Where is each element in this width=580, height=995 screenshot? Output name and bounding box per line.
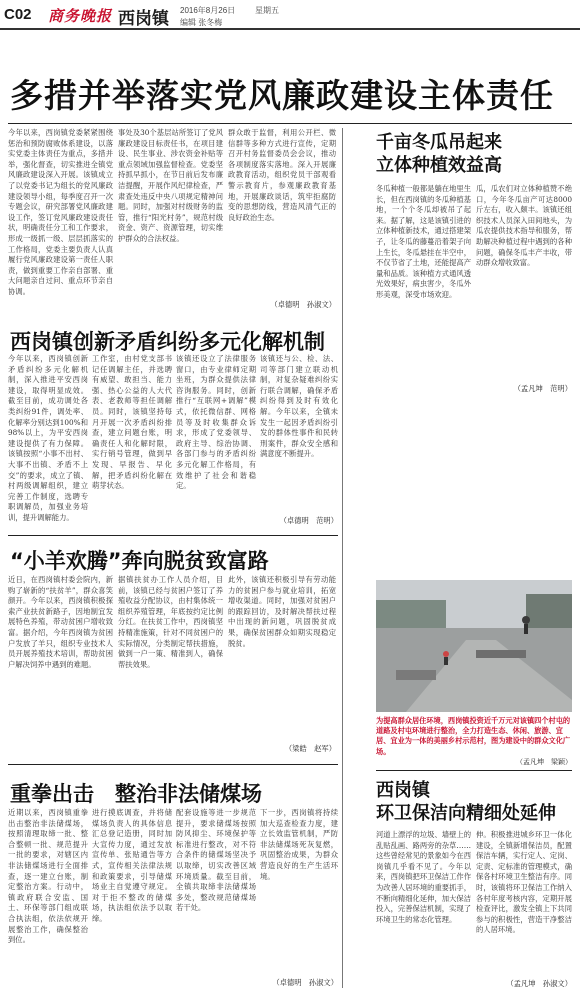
article2-col4: 该镇还与公、检、法、司等部门建立联动机制，对复杂疑难纠纷实行联合调解，确保矛盾纠纷得到及时有效化解。今年以来，全镇未发生一起因矛盾纠纷引发的群体性事件和民转刑案件，群众安全感和满意度不断提升。	[260, 354, 338, 459]
article6-title-line2: 环卫保洁向精细处延伸	[376, 803, 556, 824]
article5-col2: 瓜，瓜农们对立体种植赞不绝口，今年冬瓜亩产可达8000斤左右，收入颇丰。该镇还组织技术人员深入田间地头，为瓜农提供技术指导和服务，帮助解决种植过程中遇到的各种问题，确保冬瓜丰产丰收，带动群众增收致富。	[476, 184, 572, 268]
article4-signature: （卓德明 孙淑文）	[272, 978, 338, 987]
article3-col3: 此外，该镇还积极引导有劳动能力的贫困户参与就业培训，拓宽增收渠道。同时，加强对贫困户的跟踪回访，及时解决帮扶过程中出现的新问题，巩固脱贫成果，确保贫困群众如期实现稳定脱贫。	[228, 575, 336, 648]
divider	[8, 535, 338, 536]
section-name: 西岗镇	[118, 9, 169, 29]
article3-col2: 据镇扶贫办工作人员介绍，目前，该镇已经与贫困户签订了养殖收益分配协议，由村集体统一组织养殖管理，年底按约定比例分红。在扶贫工作中，西岗镇坚持精准施策，针对不同贫困户的实际情况，分类制定帮扶措施，做到一户一策、精准到人，确保帮扶效果。	[118, 575, 223, 669]
issue-date: 2016年8月26日	[180, 6, 236, 15]
article4-col1: 近期以来，西岗镇重拳出击整治非法储煤场，按照清理取缔一批、整合整顿一批、规范提升一批的要求，对辖区内非法储煤场进行全面排查，逐一建立台账，制定整治方案。行动中，镇政府联合安监、国土、环保等部门组成联合执法组，依法依规开展整治工作，确保整治到位。	[8, 808, 88, 945]
article4-title: 重拳出击 整治非法储煤场	[10, 782, 262, 806]
plaza-construction-photo-icon	[376, 580, 572, 712]
article2-col2: 工作室，由村党支部书记任调解主任，并选聘有威望、敢担当、能力强、热心公益的人大代表、老教师等担任调解员。同时，该镇坚持每月开展一次矛盾纠纷排查，建立问题台账，明确责任人和化解时限，实行销号管理，做到早发现、早报告、早化解，把矛盾纠纷化解在萌芽状态。	[92, 354, 172, 491]
article1-col2: 事处及30个基层站所签订了党风廉政建设目标责任书，在项目建设、民生事业、涉农资金补贴等重点领域加强监督检查。党委坚持抓早抓小，在节日前后发布廉洁提醒，开展作风纪律检查，严肃查处违反中央八项规定精神问题。同时，加强对村级财务的监管，推行“阳光村务”，规范村级资金、资产、资源管理，切实维护群众的合法权益。	[118, 128, 223, 243]
article5-col1: 冬瓜种植一般都是躺在地里生长，但在西岗镇的冬瓜种植基地，一个个冬瓜却被吊了起来。据了解，这是该镇引进的立体种植新技术，通过搭建架子，让冬瓜的藤蔓沿着架子向上生长，冬瓜悬挂在半空中，不仅节省了土地，还能提高产量和品质。该种植方式通风透光效果好，病虫害少，冬瓜外形美观，深受市场欢迎。	[376, 184, 471, 299]
article3-title: “小羊欢腾”奔向脱贫致富路	[10, 549, 269, 573]
column-divider	[342, 128, 343, 988]
divider	[8, 764, 338, 765]
article5-title-line2: 立体种植效益高	[376, 155, 502, 176]
article6-signature: （孟凡坤 孙淑文）	[506, 979, 572, 988]
article6-col2: 伸。积极推进城乡环卫一体化建设，全镇新增保洁员，配置保洁车辆，实行定人、定岗、定责、定标准的管理模式，确保各村环境卫生整洁有序。同时，该镇将环卫保洁工作纳入各村年度考核内容，定期开展检查评比，激发全镇上下共同参与的积极性，营造干净整洁的人居环境。	[476, 830, 572, 935]
article2-col1: 今年以来，西岗镇创新矛盾纠纷多元化解机制，深入推进平安西岗建设，取得明显成效。截至目前，成功调处各类纠纷91件，调处率、化解率分别达到100%和98%以上，为平安西岗建设提供了有力保障。该镇按照“小事不出村、大事不出镇、矛盾不上交”的要求，成立了镇、村两级调解组织，建立完善工作制度，选聘专职调解员，加强业务培训，提升调解能力。	[8, 354, 88, 522]
article2-signature: （卓德明 范明）	[279, 516, 338, 525]
article3-col1: 近日，在西岗镇村委会院内，新购了崭新的“扶贫羊”，群众喜笑颜开。今年以来，西岗镇积极探索产业扶贫新路子，因地制宜发展特色养殖，带动贫困户增收致富。据介绍，今年西岗镇为贫困户发放了羊只，组织专业技术人员开展养殖技术培训，帮助贫困户解决饲养中遇到的难题。	[8, 575, 113, 669]
article6-title-line1: 西岗镇	[376, 780, 430, 801]
issue-weekday: 星期五	[255, 6, 279, 15]
article4-col2: 进行摸底调查，并将储煤场负责人的具体信息汇总登记造册，同时加大宣传力度，通过发放宣传单、张贴通告等方式，宣传相关法律法规和政策要求，引导储煤场业主自觉遵守规定。对于拒不整改的储煤场，执法组依法予以取缔。	[92, 808, 172, 923]
photo-caption: 为提高群众居住环境，西岗镇投资近千万元对该镇四个村屯的道路及村屯环境进行整治，全力打造生态、休闲、旅游、宜居、宜业为一体的美丽乡村示范村，图为建设中的群众文化广场。	[376, 716, 571, 756]
article1-signature: （卓德明 孙淑文）	[270, 300, 336, 309]
main-headline: 多措并举落实党风廉政建设主体责任	[10, 76, 554, 115]
article5-title-line1: 千亩冬瓜吊起来	[376, 132, 502, 153]
article5-signature: （孟凡坤 范明）	[513, 384, 572, 393]
article4-col3: 配套设施等进一步规范提升，要求储煤场按照防风抑尘、环境保护等标准进行整改，对不符合条件的储煤场坚决予以取缔，切实改善区域环境质量。截至目前，全镇共取缔非法储煤场多处，整改规范储煤场若干处。	[176, 808, 256, 913]
article2-col3: 该镇还设立了法律服务窗口，由专业律师定期坐班，为群众提供法律咨询服务。同时，创新推行“互联网+调解”模式，依托微信群、网格员等及时收集群众诉求，形成了党委领导、政府主导、综治协调、各部门参与的矛盾纠纷多元化解工作格局，有效维护了社会和谐稳定。	[176, 354, 256, 491]
newspaper-logo: 商务晚报	[48, 7, 113, 25]
page-number: C02	[4, 6, 32, 23]
article1-col1: 今年以来，西岗镇党委紧紧围绕惩治和预防腐败体系建设，以落实党委主体责任为重点，多措并举，强化督查，切实推进全镇党风廉政建设深入开展。该镇成立了以党委书记为组长的党风廉政建设领导小组，每季度召开一次专题会议，研究部署党风廉政建设工作，签订党风廉政建设责任状，明确责任分工和工作要求，形成一级抓一级、层层抓落实的工作格局，党委主要负责人认真履行党风廉政建设第一责任人职责，做到重要工作亲自部署、重大问题亲自过问、重点环节亲自协调。	[8, 128, 113, 296]
article4-col4: 下一步，西岗镇将持续加大巡查检查力度，建立长效监管机制，严防非法储煤场死灰复燃，巩固整治成果，为群众营造良好的生产生活环境。	[260, 808, 338, 881]
masthead	[0, 0, 580, 30]
article1-col3: 群众敢于监督，利用公开栏、微信群等多种方式进行宣传，定期召开村务监督委员会会议，推动各项制度落实落地。深入开展廉政教育活动，组织党员干部观看警示教育片，参观廉政教育基地，开展廉政谈话，筑牢拒腐防变的思想防线，营造风清气正的良好政治生态。	[228, 128, 336, 222]
article3-signature: （梁皓 赵军）	[284, 744, 336, 753]
article2-title: 西岗镇创新矛盾纠纷多元化解机制	[10, 330, 325, 354]
divider	[376, 770, 572, 771]
editor-credit: 编辑 张冬梅	[180, 18, 223, 27]
photo-caption-signature: （孟凡坤 梁颖）	[516, 758, 572, 766]
article6-col1: 河道上漂浮的垃圾、墙壁上的乱贴乱画、路两旁的杂草……这些曾经常见的景象如今在西岗镇几乎看不见了。今年以来，西岗镇把环卫保洁工作作为改善人居环境的重要抓手，不断向精细化延伸，加大保洁投入，完善保洁机制，实现了环境卫生的常态化管理。	[376, 830, 471, 924]
divider	[8, 123, 572, 124]
street-plaza-photo	[376, 580, 572, 712]
